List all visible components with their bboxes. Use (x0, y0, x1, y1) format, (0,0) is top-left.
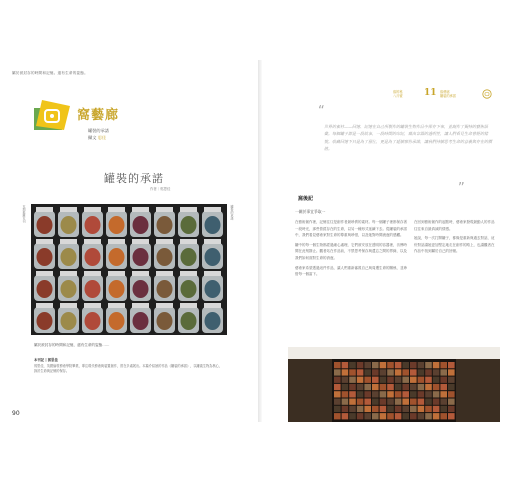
jar-lid (180, 239, 197, 244)
wall-tile (342, 377, 349, 383)
wall-tile (410, 399, 417, 405)
wall-tile (334, 413, 341, 419)
wall-tile (402, 369, 409, 375)
wall-tile (334, 384, 341, 390)
wall-tile (380, 369, 387, 375)
wall-tile (349, 384, 356, 390)
jar-lid (36, 303, 53, 308)
wall-tile (364, 369, 371, 375)
jar-lid (180, 271, 197, 276)
wall-tile (387, 369, 394, 375)
wall-tile (410, 413, 417, 419)
jar-lid (132, 239, 149, 244)
body-column-1 (295, 219, 407, 281)
wall-tile (425, 377, 432, 383)
wall-tile (402, 377, 409, 383)
jar-content (109, 280, 125, 298)
wall-tile (425, 406, 432, 412)
wall-tile (357, 406, 364, 412)
side-caption: 本期推薦本刊 (22, 205, 26, 223)
wall-tile (357, 362, 364, 368)
jars-photo (31, 204, 227, 335)
wall-tile (418, 399, 425, 405)
wall-tile (349, 362, 356, 368)
jar-lid (36, 271, 53, 276)
jar-lid (84, 239, 101, 244)
jar-lid (132, 271, 149, 276)
wall-tile (380, 377, 387, 383)
jar-lid (132, 207, 149, 212)
wall-tile (334, 377, 341, 383)
running-header-left (393, 90, 403, 98)
wall-tile (357, 413, 364, 419)
jar-lid (84, 303, 101, 308)
wall-tile (372, 377, 379, 383)
side-caption-right: 罐裝的承諾 (230, 205, 234, 220)
wall-tile (357, 391, 364, 397)
wall-tile (357, 377, 364, 383)
wall-tile (425, 369, 432, 375)
wall-tile (387, 399, 394, 405)
jar-content (157, 280, 173, 298)
wall-tile (402, 384, 409, 390)
wall-tile (418, 377, 425, 383)
jar-lid (180, 303, 197, 308)
wall-tile (357, 399, 364, 405)
wall-tile (372, 369, 379, 375)
wall-tile (334, 406, 341, 412)
wall-tile (349, 413, 356, 419)
jar-content (61, 312, 77, 330)
body-paragraph: 藝術家希望透過這件作品，讓人們重新審視自己與周遭生命的關係，並珍惜每一個當下。 (295, 265, 407, 277)
body-column-2 (414, 219, 496, 258)
wall-tile (372, 384, 379, 390)
page-number: 90 (12, 410, 20, 417)
jar-content (109, 216, 125, 234)
body-paragraph: 在藝術創作裡，記憶往往是創作者最珍貴的素材。每一個罐子裡都保存著一段時光，那些曾經存在的生命，以另一種形式延續下去。從罐裝的承諾中，我們看見藝術家對生命的尊重與珍惜，以及她對時間流逝的感觸。 (295, 220, 407, 238)
wall-tile (425, 413, 432, 419)
wall-tile (380, 413, 387, 419)
jar-content (61, 280, 77, 298)
body-paragraph: 罐中的每一個生物都經過細心處理，它們被安放在透明的容器裡，彷彿時間在此刻靜止。觀者站在作品前，不禁思考保存與遺忘之間的界線，以及我們如何面對生命的消逝。 (295, 242, 407, 260)
wall-tile (433, 362, 440, 368)
wall-tile (364, 406, 371, 412)
jar-lid (156, 303, 173, 308)
jar-content (133, 280, 149, 298)
wall-tile (418, 369, 425, 375)
jar-lid (84, 271, 101, 276)
wall-tile (448, 362, 455, 368)
wall-tile (440, 384, 447, 390)
wall-tile (364, 384, 371, 390)
byline: 作者｜郭思佳 (150, 187, 171, 191)
wall-tile (395, 377, 402, 383)
issue-number: 11 (424, 88, 437, 98)
wall-tile (380, 406, 387, 412)
wall-tile (334, 399, 341, 405)
jar-lid (108, 271, 125, 276)
wall-tile (418, 413, 425, 419)
wall-tile (402, 413, 409, 419)
wall-tile (349, 369, 356, 375)
wall-tile (410, 377, 417, 383)
header-logo-icon (482, 89, 492, 99)
close-quote-icon: ” (458, 181, 465, 196)
wall-tile (433, 369, 440, 375)
jar-content (37, 248, 53, 266)
jar-lid (108, 239, 125, 244)
wall-tile (425, 384, 432, 390)
wall-tile (387, 384, 394, 390)
wall-tile (372, 406, 379, 412)
wall-tile (349, 391, 356, 397)
wall-tile (418, 406, 425, 412)
jar-content (85, 216, 101, 234)
section-heading: 窩後記 (298, 196, 314, 202)
credit-author: 思佳 (97, 135, 107, 140)
wall-tile (448, 406, 455, 412)
jar-content (133, 216, 149, 234)
wall-tile (387, 391, 394, 397)
wall-tile (387, 413, 394, 419)
wall-tile (425, 391, 432, 397)
wall-tile (440, 399, 447, 405)
jar-content (157, 248, 173, 266)
jar-lid (132, 303, 149, 308)
wall-tile (395, 369, 402, 375)
wall-tile (440, 362, 447, 368)
jar-content (157, 216, 173, 234)
gallery-wall-photo (288, 347, 500, 422)
wall-tile (440, 377, 447, 383)
wall-tile (334, 362, 341, 368)
wall-tile (364, 377, 371, 383)
jar-lid (84, 207, 101, 212)
jar-lid (60, 271, 77, 276)
wall-tile (372, 399, 379, 405)
body-paragraph: 在回到藝術創作的起點時，藝術家發現最動人的作品往往來自最真誠的情感。 (414, 220, 495, 231)
wall-tile (440, 413, 447, 419)
author-bio: 郭思佳，英國倫敦藝術學院畢業，專注現代藝術與裝置創作，曾在多處展出。本篇介紹她的作品《罐裝的承諾》，以罐裝生物為核心，探討生命與記憶的保存。 (34, 364, 223, 373)
jar-content (181, 248, 197, 266)
wall-tile (448, 399, 455, 405)
jar-content (205, 216, 221, 234)
article-title: 罐裝的承諾 (104, 172, 164, 185)
jar-lid (156, 239, 173, 244)
wall-tile (402, 406, 409, 412)
column-logo-icon (32, 100, 72, 134)
author-label: 本刊記 | 郭思佳 (34, 358, 58, 362)
jar-lid (204, 303, 221, 308)
jar-lid (36, 239, 53, 244)
wall-tile (418, 391, 425, 397)
pull-quote: 世界的素材——回憶、記憶在自己所製作的罐裝生物作品中保存下來，並創作了獨特的藝術語彙。每個罐子都是一段故事，一段時間的印記，藉由容器的透明性，讓人們看見生命曾經的樣貌。收藏回憶不只是為了留住，更是為了延續那份承諾，讓我們持續思考生命的意義與存在的價值。 (324, 124, 492, 152)
wall-tile (448, 413, 455, 419)
jar-content (157, 312, 173, 330)
running-header-right (440, 90, 456, 98)
jar-content (85, 248, 101, 266)
wall-tile (372, 391, 379, 397)
wall-tile (440, 391, 447, 397)
wall-tile (410, 406, 417, 412)
wall-tile (410, 362, 417, 368)
wall-tile (342, 391, 349, 397)
jar-lid (204, 239, 221, 244)
wall-tile (342, 406, 349, 412)
jar-lid (156, 271, 173, 276)
wall-tile (410, 384, 417, 390)
wall-tile (410, 391, 417, 397)
wall-tile (395, 413, 402, 419)
running-header-right-line1: 窩藝廊 (440, 90, 450, 94)
wall-tile (402, 399, 409, 405)
wall-tile (342, 369, 349, 375)
wall-tile (418, 384, 425, 390)
top-note: 屬於被封存的時間和記憶。還有生命的姿態。 (12, 71, 88, 75)
photo-caption: 屬於被封存的時間和記憶，還有生命的姿態…… (34, 343, 110, 347)
jar-lid (156, 207, 173, 212)
wall-tile (342, 399, 349, 405)
jar-lid (108, 207, 125, 212)
wall-tile (433, 413, 440, 419)
wall-tile (380, 384, 387, 390)
jar-content (37, 216, 53, 234)
wall-tile (440, 406, 447, 412)
wall-tile (402, 391, 409, 397)
jar-content (205, 248, 221, 266)
wall-tile (395, 391, 402, 397)
wall-tile (387, 406, 394, 412)
jar-content (61, 248, 77, 266)
wall-tile (342, 384, 349, 390)
jar-content (109, 312, 125, 330)
jar-lid (108, 303, 125, 308)
wall-tile (364, 391, 371, 397)
wall-tile (342, 362, 349, 368)
wall-tile (372, 413, 379, 419)
jar-content (61, 216, 77, 234)
jar-lid (36, 207, 53, 212)
wall-tile (418, 362, 425, 368)
wall-tile (425, 399, 432, 405)
running-header-left-line2: 八月號 (393, 94, 403, 98)
wall-tile (448, 384, 455, 390)
wall-tile (380, 362, 387, 368)
wall-tile (402, 362, 409, 368)
jar-content (37, 312, 53, 330)
jar-lid (180, 207, 197, 212)
wall-tile (440, 369, 447, 375)
wall-tile (395, 406, 402, 412)
credit-label: 攝文 (88, 135, 97, 140)
jar-content (37, 280, 53, 298)
wall-tile (357, 369, 364, 375)
jar-content (85, 280, 101, 298)
column-subtitle-line2 (88, 134, 109, 141)
wall-tile (395, 384, 402, 390)
body-paragraph: 她說，每一次打開罐子，都像是重新與過去對話，這份對話讓她更加堅定地走在創作的路上，也讓觀者在作品中找到屬於自己的回憶。 (414, 236, 495, 254)
wall-tile (448, 391, 455, 397)
jar-content (133, 248, 149, 266)
column-subtitle (88, 127, 109, 141)
wall-tile (380, 391, 387, 397)
jar-content (181, 216, 197, 234)
jar-lid (204, 271, 221, 276)
jar-lid (60, 239, 77, 244)
wall-tile (334, 391, 341, 397)
running-header-left-line1: 窩的秘 (393, 90, 403, 94)
wall-tile (433, 391, 440, 397)
jar-content (205, 312, 221, 330)
jar-content (181, 280, 197, 298)
wall-tile (387, 362, 394, 368)
open-quote-icon: “ (318, 104, 325, 119)
wall-tile (372, 362, 379, 368)
jar-lid (60, 303, 77, 308)
wall-tile (448, 369, 455, 375)
wall-tile (433, 399, 440, 405)
jar-lid (60, 207, 77, 212)
wall-tile (433, 406, 440, 412)
wall-tile (349, 377, 356, 383)
wall-tile (433, 384, 440, 390)
wall-tile (425, 362, 432, 368)
jar-content (181, 312, 197, 330)
wall-tile (364, 399, 371, 405)
running-header-right-line2: 罐裝的承諾 (440, 94, 456, 98)
wall-tile (334, 369, 341, 375)
wall-tile (349, 406, 356, 412)
jar-content (133, 312, 149, 330)
wall-tile (364, 362, 371, 368)
wall-tile (448, 377, 455, 383)
wall-tile (380, 399, 387, 405)
jar-content (109, 248, 125, 266)
wall-tile (395, 362, 402, 368)
jar-content (85, 312, 101, 330)
jar-content (205, 280, 221, 298)
section-subheading: 一關於事宜爭取一 (295, 209, 326, 214)
wall-tile (349, 399, 356, 405)
wall-tile (357, 384, 364, 390)
column-subtitle-line1: 罐裝的承諾 (88, 128, 109, 133)
jar-lid (204, 207, 221, 212)
wall-tile (395, 399, 402, 405)
wall-tile (364, 413, 371, 419)
wall-tile (342, 413, 349, 419)
wall-tile (410, 369, 417, 375)
column-title: 窩藝廊 (77, 108, 120, 123)
wall-tile (387, 377, 394, 383)
wall-tile (433, 377, 440, 383)
